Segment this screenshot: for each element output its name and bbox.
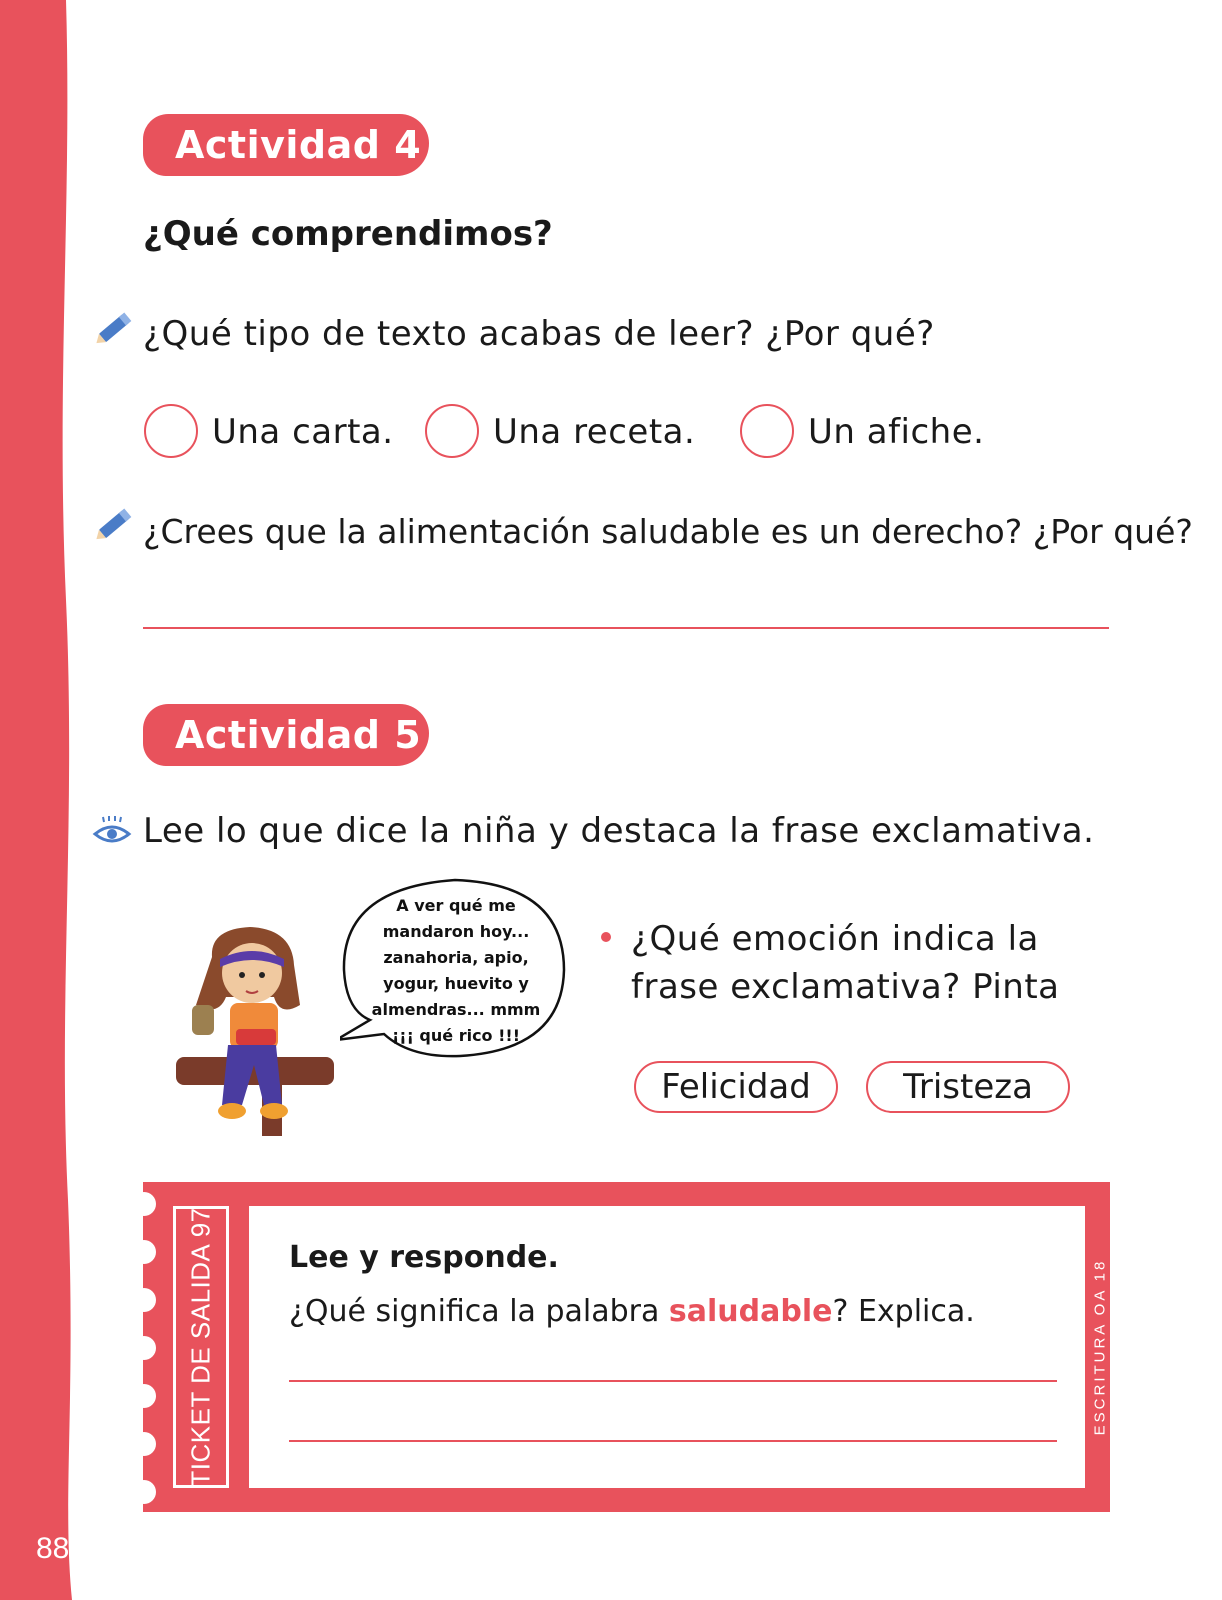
option-label: Una receta. [493, 412, 696, 452]
answer-line[interactable] [289, 1380, 1057, 1382]
emotion-question: ¿Qué emoción indica la frase exclamativa? Pinta [631, 919, 1060, 1007]
ticket-title: Lee y responde. [289, 1240, 559, 1275]
answer-line[interactable] [289, 1440, 1057, 1442]
speech-line: mandaron hoy... [382, 922, 530, 941]
activity-5-badge: Actividad 5 [143, 704, 429, 766]
choice-tristeza[interactable]: Tristeza [866, 1061, 1070, 1113]
ticket-notch [132, 1288, 156, 1312]
speech-text [362, 893, 550, 1049]
ticket-notch [132, 1480, 156, 1504]
speech-line: A ver qué me [396, 896, 516, 915]
choice-felicidad[interactable]: Felicidad [634, 1061, 838, 1113]
question-text-right: ¿Crees que la alimentación saludable es un derecho? ¿Por qué? [143, 512, 1193, 551]
girl-illustration [170, 925, 340, 1140]
ticket-right-strip [1091, 1206, 1109, 1488]
ticket-question-prefix: ¿Qué significa la palabra [289, 1294, 669, 1329]
ticket-notch [132, 1384, 156, 1408]
ticket-side-label: TICKET DE SALIDA 97 [185, 1207, 216, 1487]
exit-ticket [143, 1182, 1110, 1512]
page-number: 88 [36, 1532, 70, 1565]
ticket-notch [132, 1192, 156, 1216]
option-receta[interactable] [425, 400, 705, 460]
option-circle[interactable] [425, 404, 479, 458]
section-heading: ¿Qué comprendimos? [143, 214, 553, 254]
option-carta[interactable] [144, 400, 404, 460]
ticket-right-label: ESCRITURA OA 18 [1091, 1258, 1109, 1436]
option-afiche[interactable] [740, 400, 1000, 460]
bullet-dot [601, 932, 611, 942]
speech-line: yogur, huevito y [383, 974, 529, 993]
answer-line[interactable] [143, 627, 1109, 629]
option-circle[interactable] [740, 404, 794, 458]
left-margin-strip [0, 0, 90, 1600]
speech-line: almendras... mmm [371, 1000, 541, 1019]
ticket-notch [132, 1240, 156, 1264]
ticket-question [289, 1294, 975, 1329]
option-circle[interactable] [144, 404, 198, 458]
ticket-side-box [173, 1206, 229, 1488]
option-label: Una carta. [212, 412, 394, 452]
pencil-icon [94, 304, 138, 348]
ticket-question-suffix: ? Explica. [832, 1294, 975, 1329]
instruction-text: Lee lo que dice la niña y destaca la frase exclamativa. [143, 811, 1095, 851]
question-text-type: ¿Qué tipo de texto acabas de leer? ¿Por qué? [143, 314, 935, 354]
speech-line: zanahoria, apio, [383, 948, 529, 967]
speech-line: ¡¡¡ qué rico !!! [391, 1026, 521, 1045]
ticket-notch [132, 1432, 156, 1456]
ticket-content [249, 1206, 1085, 1488]
option-label: Un afiche. [808, 412, 985, 452]
activity-4-badge: Actividad 4 [143, 114, 429, 176]
eye-icon [92, 812, 132, 852]
ticket-keyword: saludable [668, 1294, 833, 1329]
ticket-notch [132, 1336, 156, 1360]
pencil-icon [94, 500, 138, 544]
